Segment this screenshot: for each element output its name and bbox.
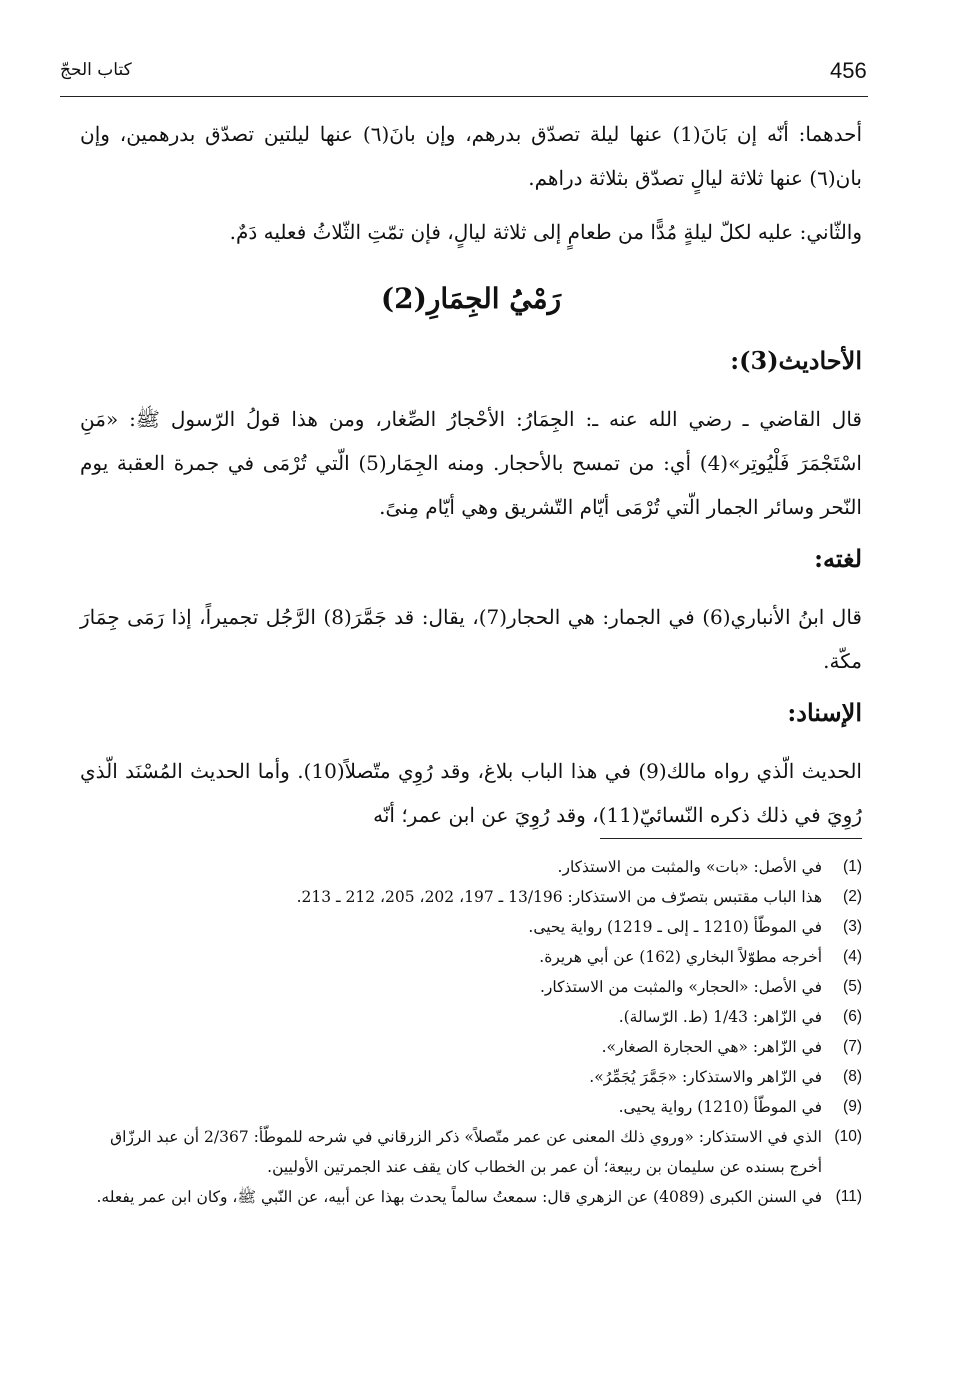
footnote-text: في السنن الكبرى (4089) عن الزهري قال: سمعتُ سالماً يحدث بهذا عن أبيه، عن النّبي ﷺ، وكان ابن عمر يفعله. bbox=[96, 1188, 822, 1206]
paragraph-isnad: الحديث الّذي رواه مالك(9) في هذا الباب بلاغ، وقد رُوِي متّصلاً(10). وأما الحديث المُسْنَد الّذي رُوِيَ في ذلك ذكره النّسائيّ(11)، وقد رُوِيَ عن ابن عمر؛ أنّه bbox=[80, 759, 862, 827]
footnote-text: أخرجه مطوّلاً البخاري (162) عن أبي هريرة. bbox=[539, 948, 822, 966]
page-header bbox=[60, 58, 867, 98]
footnote-5 bbox=[80, 972, 862, 1002]
footnote-text: الذي في الاستذكار: «وروي ذلك المعنى عن عمر متّصلاً» ذكر الزرقاني في شرحه للموطّأ: 2/367 أن عبد الرزّاق أخرج بسنده عن سليمان بن ربيعة؛ أن عمر بن الخطاب كان يقف عند الجمرتين الأوليين. bbox=[110, 1128, 822, 1176]
header-divider bbox=[60, 96, 868, 97]
heading-hadiths: الأحاديث(3): bbox=[730, 346, 862, 375]
footnote-10 bbox=[80, 1122, 862, 1182]
footnote-text: في الأصل: «الحجار» والمثبت من الاستذكار. bbox=[539, 978, 822, 996]
footnote-text: في الموطّأ (1210 ـ إلى ـ 1219) رواية يحيى. bbox=[528, 918, 822, 936]
footnote-text: في الزّاهر: «هي الحجارة الصغار». bbox=[601, 1038, 822, 1056]
footnotes bbox=[80, 852, 862, 1212]
footnote-6 bbox=[80, 1002, 862, 1032]
footnote-number: (2) bbox=[843, 888, 862, 905]
paragraph-qadi: قال القاضي ـ رضي الله عنه ـ: الجِمَارُ: الأحْجارُ الصِّغار، ومن هذا قولُ الرّسول ﷺ: «مَنِ اسْتَجْمَرَ فَلْيُوتِر»(4) أي: من تمسح بالأحجار. ومنه الجِمَار(5) الّتي تُرْمَى في جمرة العقبة يوم النّحر وسائر الجمار الّتي تُرْمَى أيّام التّشريق وهي أيّام مِنىً. bbox=[80, 407, 862, 519]
footnote-7 bbox=[80, 1032, 862, 1062]
footnote-number: (1) bbox=[843, 858, 862, 875]
footnote-text: في الموطّأ (1210) رواية يحيى. bbox=[618, 1098, 822, 1116]
footnote-number: (4) bbox=[843, 948, 862, 965]
footnote-text: في الزّاهر والاستذكار: «جَمَّرَ يُجَمِّرُ». bbox=[589, 1068, 822, 1086]
footnote-number: (6) bbox=[843, 1008, 862, 1025]
section-title: رَمْيُ الجِمَارِ(2) bbox=[380, 282, 562, 315]
heading-isnad: الإسناد: bbox=[787, 698, 862, 727]
footnote-number: (3) bbox=[843, 918, 862, 935]
page-number: 456 bbox=[830, 58, 867, 83]
paragraph-first-opinion: أحدهما: أنّه إن بَانَ(1) عنها ليلة تصدّق بدرهم، وإن بانَ(٦) عنها ليلتين تصدّق بدرهمين، وإن بان(٦) عنها ثلاثة ليالٍ تصدّق بثلاثة دراهم. bbox=[80, 122, 863, 190]
footnote-3 bbox=[80, 912, 862, 942]
footnote-2 bbox=[80, 882, 862, 912]
footnote-number: (11) bbox=[835, 1188, 862, 1205]
paragraph-second-opinion: والثّاني: عليه لكلّ ليلةٍ مُدًّا من طعامٍ إلى ثلاثة ليالٍ، فإن تمّتِ الثّلاثُ فعليه دَمٌ. bbox=[229, 220, 862, 244]
footnote-text: في الأصل: «بات» والمثبت من الاستذكار. bbox=[557, 858, 822, 876]
footnote-1 bbox=[80, 852, 862, 882]
footnote-text: هذا الباب مقتبس بتصرّف من الاستذكار: 13/196 ـ 197، 202، 205، 212 ـ 213. bbox=[296, 888, 822, 906]
footnote-number: (9) bbox=[843, 1098, 862, 1115]
footnote-number: (8) bbox=[843, 1068, 862, 1085]
footnote-number: (5) bbox=[843, 978, 862, 995]
running-title: كتاب الحجّ bbox=[60, 60, 132, 80]
footnote-text: في الزّاهر: 1/43 (ط. الرّسالة). bbox=[618, 1008, 822, 1026]
footnote-8 bbox=[80, 1062, 862, 1092]
footnote-number: (10) bbox=[834, 1128, 862, 1145]
footnote-divider bbox=[600, 838, 862, 839]
footnote-4 bbox=[80, 942, 862, 972]
footnote-9 bbox=[80, 1092, 862, 1122]
footnote-number: (7) bbox=[843, 1038, 862, 1055]
footnote-11 bbox=[80, 1182, 862, 1212]
main-text bbox=[80, 112, 862, 847]
heading-language: لغته: bbox=[814, 544, 862, 573]
paragraph-anbari: قال ابنُ الأنباري(6) في الجمار: هي الحجار(7)، يقال: قد جَمَّرَ(8) الرَّجُل تجميراً، إذا رَمَى جِمَارَ مكّة. bbox=[80, 605, 862, 673]
